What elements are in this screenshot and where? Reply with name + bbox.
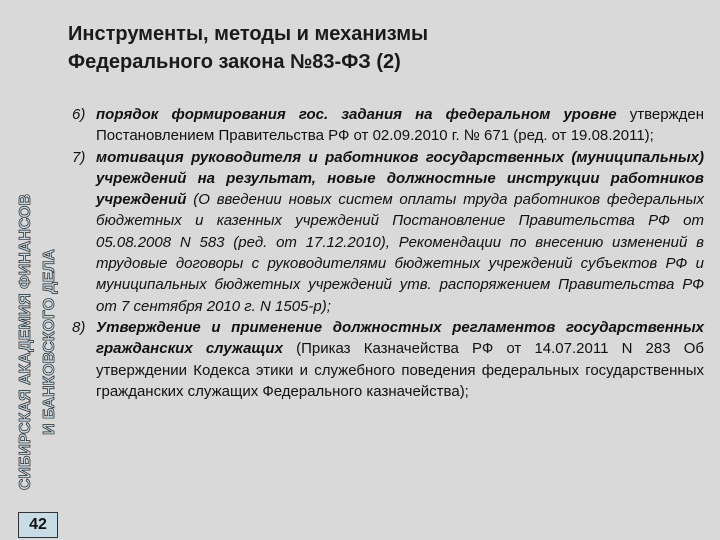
- title-line-1: Инструменты, методы и механизмы: [68, 23, 429, 45]
- academy-vertical-label: [16, 192, 76, 492]
- academy-name-line-1: СИБИРСКАЯ АКАДЕМИЯ ФИНАНСОВ: [17, 202, 34, 490]
- item-bold-text: порядок формирования гос. задания на федеральном уровне: [96, 106, 617, 123]
- title-line-2: Федерального закона №83-ФЗ (2): [68, 51, 401, 73]
- list-item: [72, 317, 704, 402]
- academy-name-line-2: И БАНКОВСКОГО ДЕЛА: [41, 253, 58, 435]
- item-bold-text: мотивация руководителя и работников государственных (муниципальных) учреждений на результат, новые должностные инструкции работников учреждений: [96, 148, 704, 209]
- item-number: 8): [72, 318, 86, 336]
- item-number: 6): [72, 106, 86, 123]
- item-text: (Приказ Казначейства РФ от 14.07.2011 N 283 Об утверждении Кодекса этики и служебного поведения федеральных государственных гражданских служащих Федерального казначейства);: [96, 340, 704, 400]
- item-italic-text: (О введении новых систем оплаты труда работников федеральных бюджетных и казенных учреждений Постановление Правительства РФ от 05.08.2008 N 583 (ред. от 17.12.2010), Рекомендации по внесению изменений в трудовые договоры с руководителями бюджетных учреждений субъектов РФ и муниципальных бюджетных учреждений утв. распоряжением Правительства РФ от 7 сентября 2010 г. N 1505-р);: [96, 191, 704, 315]
- item-text: утвержден Постановлением Правительства РФ от 02.09.2010 г. № 671 (ред. от 19.08.2011);: [96, 106, 704, 145]
- page-number: 42: [18, 512, 58, 538]
- list-item: [72, 104, 704, 147]
- slide-title: [68, 20, 668, 76]
- list-item: [72, 147, 704, 317]
- item-number: 7): [72, 148, 86, 166]
- academy-vertical-svg: [16, 192, 76, 492]
- slide-body: [72, 104, 704, 402]
- item-bold-text: Утверждение и применение должностных регламентов государственных гражданских служащих: [96, 318, 704, 358]
